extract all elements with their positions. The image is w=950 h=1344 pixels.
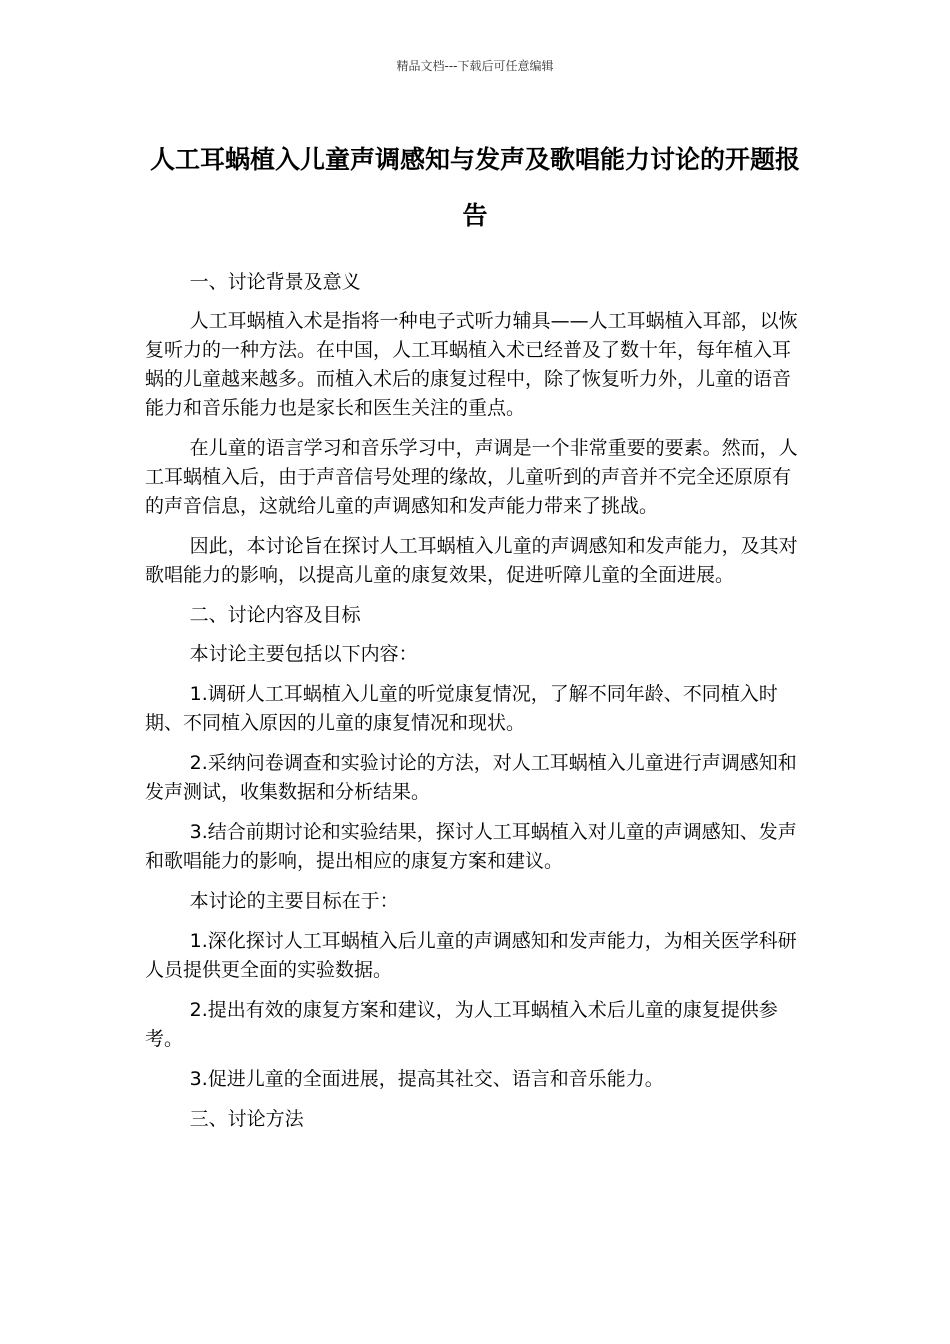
paragraph-goals-intro: 本讨论的主要目标在于： [189, 890, 399, 912]
list-item-goal-2: 2.提出有效的康复方案和建议，为人工耳蜗植入术后儿童的康复提供参考。 [145, 999, 778, 1050]
list-item-goal-1: 1.深化探讨人工耳蜗植入后儿童的声调感知和发声能力，为相关医学科研人员提供更全面的实验数据。 [145, 930, 797, 981]
section-heading-methods: 三、讨论方法 [189, 1108, 304, 1130]
paragraph-background-1: 人工耳蜗植入术是指将一种电子式听力辅具——人工耳蜗植入耳部，以恢复听力的一种方法。在中国，人工耳蜗植入术已经普及了数十年，每年植入耳蜗的儿童越来越多。而植入术后的康复过程中，除了恢复听力外，儿童的语音能力和音乐能力也是家长和医生关注的重点。 [145, 310, 798, 419]
document-body [145, 268, 809, 1144]
list-item-content-3: 3.结合前期讨论和实验结果，探讨人工耳蜗植入对儿童的声调感知、发声和歌唱能力的影响，提出相应的康复方案和建议。 [145, 821, 797, 872]
list-item-goal-3: 3.促进儿童的全面进展，提高其社交、语言和音乐能力。 [189, 1068, 664, 1090]
paragraph-content-intro: 本讨论主要包括以下内容： [189, 643, 418, 665]
paragraph-background-3: 因此，本讨论旨在探讨人工耳蜗植入儿童的声调感知和发声能力，及其对歌唱能力的影响，以提高儿童的康复效果，促进听障儿童的全面进展。 [145, 535, 798, 586]
section-heading-background: 一、讨论背景及意义 [189, 271, 361, 293]
paragraph-background-2: 在儿童的语言学习和音乐学习中，声调是一个非常重要的要素。然而，人工耳蜗植入后，由于声音信号处理的缘故，儿童听到的声音并不完全还原原有的声音信息，这就给儿童的声调感知和发声能力带来了挑战。 [145, 437, 798, 517]
header-note: 精品文档---下载后可任意编辑 [396, 59, 554, 73]
list-item-content-2: 2.采纳问卷调查和实验讨论的方法，对人工耳蜗植入儿童进行声调感知和发声测试，收集数据和分析结果。 [145, 752, 797, 803]
document-title: 人工耳蜗植入儿童声调感知与发声及歌唱能力讨论的开题报告 [149, 145, 800, 230]
list-item-content-1: 1.调研人工耳蜗植入儿童的听觉康复情况，了解不同年龄、不同植入时期、不同植入原因的儿童的康复情况和现状。 [145, 683, 778, 734]
section-heading-content-goals: 二、讨论内容及目标 [189, 604, 361, 626]
